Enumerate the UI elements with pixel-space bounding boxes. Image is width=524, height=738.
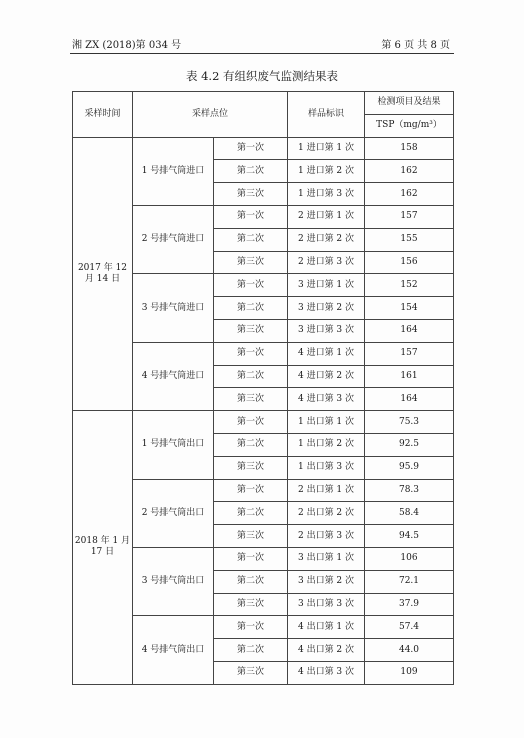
- sample-id-cell: 3 进口第 3 次: [288, 319, 365, 342]
- sampling-round-cell: 第三次: [214, 251, 288, 274]
- sample-id-cell: 1 出口第 2 次: [288, 433, 365, 456]
- tsp-value-cell: 75.3: [365, 411, 454, 434]
- sample-id-cell: 4 出口第 2 次: [288, 639, 365, 662]
- results-body: [73, 137, 454, 684]
- header-divider: [70, 53, 454, 54]
- tsp-value-cell: 162: [365, 160, 454, 183]
- sampling-round-cell: 第一次: [214, 205, 288, 228]
- sampling-round-cell: 第一次: [214, 274, 288, 297]
- tsp-value-cell: 157: [365, 342, 454, 365]
- sample-id-cell: 3 出口第 1 次: [288, 547, 365, 570]
- sampling-point-cell: 3 号排气筒进口: [133, 274, 214, 342]
- sampling-round-cell: 第三次: [214, 525, 288, 548]
- tsp-value-cell: 37.9: [365, 593, 454, 616]
- sample-id-cell: 1 出口第 1 次: [288, 411, 365, 434]
- sampling-point-cell: 2 号排气筒进口: [133, 205, 214, 273]
- sampling-point-cell: 4 号排气筒进口: [133, 342, 214, 410]
- tsp-value-cell: 72.1: [365, 570, 454, 593]
- tsp-value-cell: 154: [365, 297, 454, 320]
- sampling-round-cell: 第二次: [214, 570, 288, 593]
- tsp-value-cell: 57.4: [365, 616, 454, 639]
- sampling-round-cell: 第三次: [214, 456, 288, 479]
- sample-id-cell: 4 出口第 1 次: [288, 616, 365, 639]
- sample-id-cell: 2 进口第 3 次: [288, 251, 365, 274]
- tsp-value-cell: 155: [365, 228, 454, 251]
- tsp-value-cell: 44.0: [365, 639, 454, 662]
- sampling-round-cell: 第三次: [214, 661, 288, 684]
- header-tsp-unit: TSP（mg/m³）: [365, 114, 454, 137]
- sample-id-cell: 1 出口第 3 次: [288, 456, 365, 479]
- sample-id-cell: 1 进口第 3 次: [288, 183, 365, 206]
- tsp-value-cell: 92.5: [365, 433, 454, 456]
- tsp-value-cell: 164: [365, 388, 454, 411]
- tsp-value-cell: 162: [365, 183, 454, 206]
- sample-id-cell: 1 进口第 2 次: [288, 160, 365, 183]
- results-table: [72, 91, 454, 685]
- sampling-round-cell: 第一次: [214, 616, 288, 639]
- tsp-value-cell: 58.4: [365, 502, 454, 525]
- tsp-value-cell: 95.9: [365, 456, 454, 479]
- sampling-round-cell: 第三次: [214, 319, 288, 342]
- sample-id-cell: 4 出口第 3 次: [288, 661, 365, 684]
- sample-id-cell: 2 进口第 1 次: [288, 205, 365, 228]
- sampling-point-cell: 3 号排气筒出口: [133, 547, 214, 615]
- sampling-round-cell: 第二次: [214, 502, 288, 525]
- header-test-items: 检测项目及结果: [365, 92, 454, 115]
- sampling-round-cell: 第二次: [214, 297, 288, 320]
- sampling-round-cell: 第一次: [214, 547, 288, 570]
- sample-id-cell: 2 进口第 2 次: [288, 228, 365, 251]
- tsp-value-cell: 161: [365, 365, 454, 388]
- sample-id-cell: 3 出口第 3 次: [288, 593, 365, 616]
- sampling-round-cell: 第一次: [214, 342, 288, 365]
- sampling-round-cell: 第二次: [214, 160, 288, 183]
- sample-id-cell: 3 进口第 2 次: [288, 297, 365, 320]
- table-row: [73, 411, 454, 434]
- tsp-value-cell: 94.5: [365, 525, 454, 548]
- sample-id-cell: 2 出口第 3 次: [288, 525, 365, 548]
- sampling-point-cell: 2 号排气筒出口: [133, 479, 214, 547]
- sampling-point-cell: 4 号排气筒出口: [133, 616, 214, 684]
- sample-id-cell: 4 进口第 2 次: [288, 365, 365, 388]
- sampling-round-cell: 第二次: [214, 228, 288, 251]
- sampling-date-cell: 2017 年 12 月 14 日: [73, 137, 133, 411]
- tsp-value-cell: 158: [365, 137, 454, 160]
- tsp-value-cell: 156: [365, 251, 454, 274]
- table-row: [73, 137, 454, 160]
- tsp-value-cell: 109: [365, 661, 454, 684]
- header-sample-id: 样品标识: [288, 92, 365, 138]
- sampling-round-cell: 第二次: [214, 639, 288, 662]
- sampling-round-cell: 第二次: [214, 433, 288, 456]
- table-title: 表 4.2 有组织废气监测结果表: [185, 69, 339, 83]
- sample-id-cell: 3 出口第 2 次: [288, 570, 365, 593]
- sampling-round-cell: 第一次: [214, 479, 288, 502]
- page-indicator: 第 6 页 共 8 页: [381, 40, 450, 51]
- sample-id-cell: 1 进口第 1 次: [288, 137, 365, 160]
- sampling-point-cell: 1 号排气筒进口: [133, 137, 214, 205]
- sampling-round-cell: 第二次: [214, 365, 288, 388]
- sampling-round-cell: 第三次: [214, 388, 288, 411]
- sampling-date-cell: 2018 年 1 月 17 日: [73, 411, 133, 685]
- tsp-value-cell: 106: [365, 547, 454, 570]
- header-sampling-point: 采样点位: [133, 92, 288, 138]
- tsp-value-cell: 78.3: [365, 479, 454, 502]
- sampling-round-cell: 第一次: [214, 411, 288, 434]
- tsp-value-cell: 157: [365, 205, 454, 228]
- header-sampling-time: 采样时间: [73, 92, 133, 138]
- sample-id-cell: 2 出口第 1 次: [288, 479, 365, 502]
- sample-id-cell: 2 出口第 2 次: [288, 502, 365, 525]
- tsp-value-cell: 152: [365, 274, 454, 297]
- tsp-value-cell: 164: [365, 319, 454, 342]
- sample-id-cell: 4 进口第 1 次: [288, 342, 365, 365]
- sampling-point-cell: 1 号排气筒出口: [133, 411, 214, 479]
- sampling-round-cell: 第三次: [214, 593, 288, 616]
- sample-id-cell: 4 进口第 3 次: [288, 388, 365, 411]
- sampling-round-cell: 第三次: [214, 183, 288, 206]
- sample-id-cell: 3 进口第 1 次: [288, 274, 365, 297]
- sampling-round-cell: 第一次: [214, 137, 288, 160]
- report-number: 湘 ZX (2018)第 034 号: [72, 40, 182, 51]
